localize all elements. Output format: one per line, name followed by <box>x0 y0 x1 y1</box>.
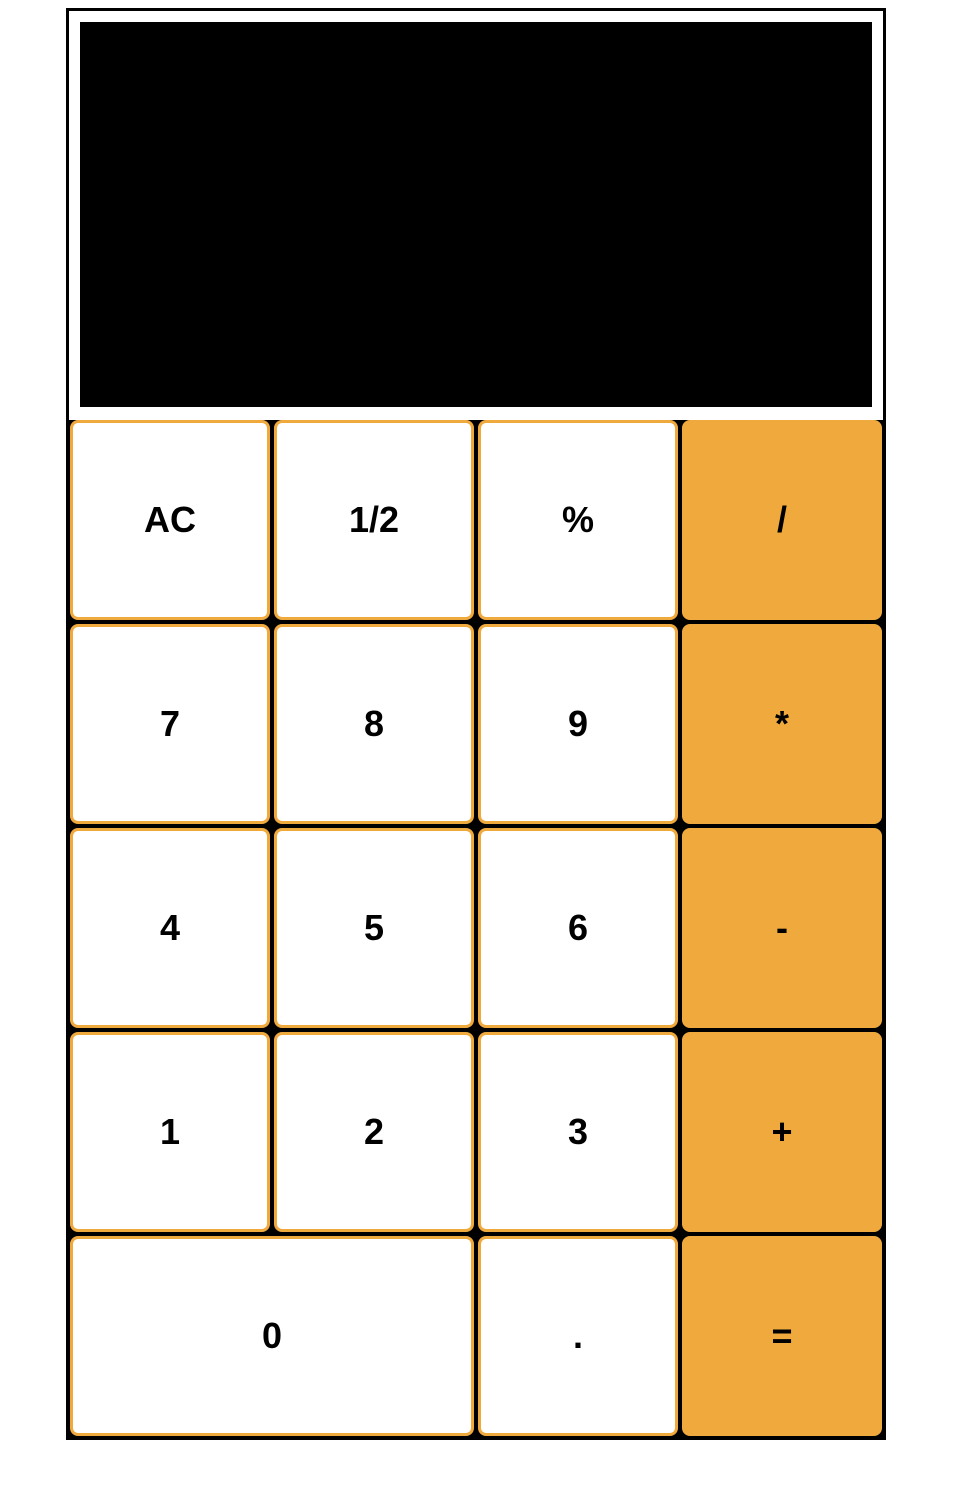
decimal-button[interactable]: . <box>478 1236 678 1436</box>
digit-9-button[interactable]: 9 <box>478 624 678 824</box>
equals-button[interactable]: = <box>682 1236 882 1436</box>
half-button[interactable]: 1/2 <box>274 420 474 620</box>
digit-1-button[interactable]: 1 <box>70 1032 270 1232</box>
digit-7-button[interactable]: 7 <box>70 624 270 824</box>
clear-button[interactable]: AC <box>70 420 270 620</box>
subtract-button[interactable]: - <box>682 828 882 1028</box>
divide-button[interactable]: / <box>682 420 882 620</box>
digit-8-button[interactable]: 8 <box>274 624 474 824</box>
digit-4-button[interactable]: 4 <box>70 828 270 1028</box>
digit-5-button[interactable]: 5 <box>274 828 474 1028</box>
digit-6-button[interactable]: 6 <box>478 828 678 1028</box>
display-screen <box>80 22 872 407</box>
multiply-button[interactable]: * <box>682 624 882 824</box>
display-frame <box>69 11 883 420</box>
percent-button[interactable]: % <box>478 420 678 620</box>
calculator <box>66 8 886 1440</box>
digit-3-button[interactable]: 3 <box>478 1032 678 1232</box>
add-button[interactable]: + <box>682 1032 882 1232</box>
digit-0-button[interactable]: 0 <box>70 1236 474 1436</box>
digit-2-button[interactable]: 2 <box>274 1032 474 1232</box>
